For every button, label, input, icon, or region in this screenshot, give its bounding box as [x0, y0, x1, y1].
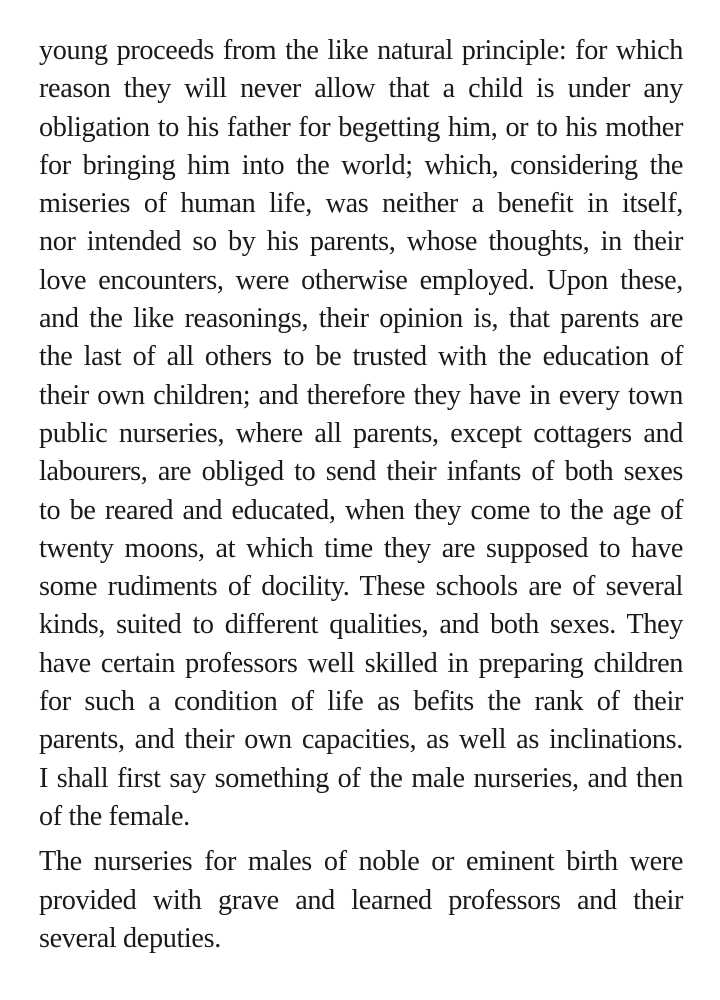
text-line: miseries of human life, was neither a benefit in itself,	[39, 188, 683, 220]
text-line: I shall first say something of the male nurseries, and then	[39, 762, 683, 794]
text-line: provided with grave and learned professors and their	[39, 884, 683, 916]
text-line: their own children; and therefore they have in every town	[39, 379, 683, 411]
text-line: labourers, are obliged to send their infants of both sexes	[39, 456, 683, 488]
text-line: for bringing him into the world; which, considering the	[39, 149, 683, 181]
text-line: the last of all others to be trusted with the education of	[39, 341, 683, 373]
text-line: The nurseries for males of noble or eminent birth were	[39, 846, 683, 878]
text-line: of the female.	[39, 800, 190, 832]
text-line: several deputies.	[39, 922, 221, 954]
text-line: twenty moons, at which time they are supposed to have	[39, 532, 683, 564]
text-line: kinds, suited to different qualities, and both sexes. They	[39, 609, 683, 641]
text-line: to be reared and educated, when they come to the age of	[39, 494, 683, 526]
text-line: reason they will never allow that a child is under any	[39, 73, 683, 105]
text-line: some rudiments of docility. These schools are of several	[39, 571, 683, 603]
text-line: obligation to his father for begetting him, or to his mother	[39, 111, 683, 143]
paragraph-2	[39, 843, 683, 958]
document-page	[39, 32, 683, 958]
text-line: and the like reasonings, their opinion is, that parents are	[39, 303, 683, 335]
text-line: nor intended so by his parents, whose thoughts, in their	[39, 226, 683, 258]
text-line: parents, and their own capacities, as well as inclinations.	[39, 724, 683, 756]
text-line: young proceeds from the like natural principle: for which	[39, 35, 683, 66]
text-line: public nurseries, where all parents, except cottagers and	[39, 417, 683, 449]
text-line: have certain professors well skilled in preparing children	[39, 647, 683, 679]
paragraph-spacer	[39, 836, 683, 843]
text-line: love encounters, were otherwise employed. Upon these,	[39, 264, 683, 296]
paragraph-1	[39, 32, 683, 836]
text-line: for such a condition of life as befits the rank of their	[39, 686, 683, 718]
